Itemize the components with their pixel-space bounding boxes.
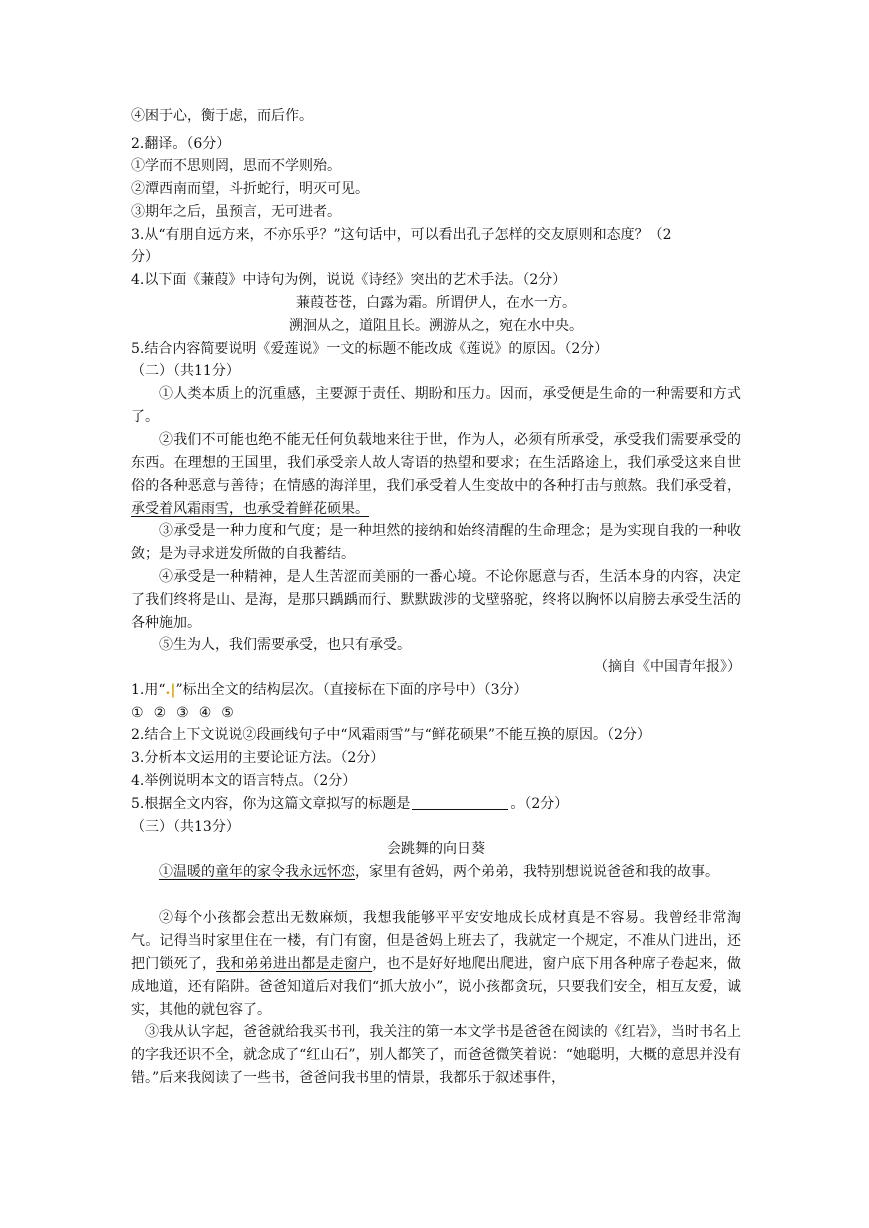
paragraph-5: ⑤生为人，我们需要承受，也只有承受。: [159, 637, 411, 653]
sec2-question-4: 4.举例说明本文的语言特点。（2分）: [131, 773, 357, 789]
number-mark: ①: [131, 705, 144, 721]
sec2-question-3: 3.分析本文运用的主要论证方法。（2分）: [131, 750, 385, 766]
question-5: 5.结合内容简要说明《爱莲说》一文的标题不能改成《莲说》的原因。（2分）: [131, 341, 609, 357]
sec2-question-5: [131, 793, 741, 815]
section-2-header: （二）（共11分）: [131, 363, 240, 379]
line-item-4: ④困于心，衡于虑，而后作。: [131, 108, 313, 124]
question-4: 4.以下面《蒹葭》中诗句为例，说说《诗经》突出的艺术手法。（2分）: [131, 272, 567, 288]
q5-prefix: 5.根据全文内容，你为这篇文章拟写的标题是: [131, 796, 411, 812]
paragraph-number-list: [131, 702, 741, 724]
question-2: 2.翻译。（6分）: [131, 136, 231, 152]
number-mark: ⑤: [221, 705, 234, 721]
story-paragraph-1: [131, 861, 741, 884]
story-title: 会跳舞的向日葵: [387, 841, 485, 857]
q1-suffix: ”标出全文的结构层次。（直接标在下面的序号中）（3分）: [175, 682, 528, 698]
underlined-phrase-1: ①温暖的童年的家令我永远怀恋: [159, 864, 355, 880]
story-paragraph-1-text: ，家里有爸妈，两个弟弟，我特别想说说爸爸和我的故事。: [355, 864, 719, 880]
q5-suffix: 。（2分）: [510, 796, 569, 812]
paragraph-2: [131, 429, 741, 521]
q1-prefix: 1.用“: [131, 682, 166, 698]
source-citation: （摘自《中国青年报》）: [594, 659, 741, 675]
story-paragraph-3: ③我从认字起，爸爸就给我买书刊，我关注的第一本文学书是爸爸在阅读的《红岩》，当时书名上的字我还识不全，就念成了“红山石”，别人都笑了，而爸爸微笑着说：“她聪明，大概的意思并没有错。”后来我阅读了一些书，爸爸问我书里的情景，我都乐于叙述事件，: [131, 1024, 741, 1086]
poem-line-2: 溯洄从之，道阻且长。溯游从之，宛在水中央。: [289, 318, 583, 334]
paragraph-2-text: ②我们不可能也绝不能无任何负载地来往于世，作为人，必须有所承受，承受我们需要承受的东西。在理想的王国里，我们承受亲人故人寄语的热望和要求；在生活路途上，我们承受这来自世俗的各种恶意与善待；在情感的海洋里，我们承受着人生变故中的各种打击与煎熬。我们承受着，: [131, 432, 741, 494]
question-3: 3.从“有朋自远方来，不亦乐乎？”这句话中，可以看出孔子怎样的交友原则和态度？（2: [131, 227, 672, 243]
number-mark: ②: [153, 705, 167, 721]
underlined-sentence: 承受着风霜雨雪，也承受着鲜花硕果。: [131, 501, 369, 517]
story-paragraph-2: [131, 907, 741, 1022]
paragraph-1: ①人类本质上的沉重感，主要源于责任、期盼和压力。因而，承受便是生命的一种需要和方式了。: [131, 386, 741, 425]
underlined-phrase-2: 我和弟弟进出都是走窗户: [216, 956, 373, 972]
paragraph-4: ④承受是一种精神，是人生苦涩而美丽的一番心境。不论你愿意与否，生活本身的内容，决定了我们终将是山、是海，是那只踽踽而行、默默跋涉的戈壁骆驼，终将以胸怀以肩膀去承受生活的各种施加。: [131, 569, 741, 631]
divider-mark: .|: [165, 682, 176, 698]
answer-blank[interactable]: [412, 795, 508, 810]
story-paragraph-2-text-b: ，也不是好好地爬出爬进，窗户底下用各种席子卷起来，做成地道，还有陷阱。爸爸知道后对我们“抓大放小”，说小孩都贪玩，只要我们安全，相互友爱，诚实，其他的就包容了。: [131, 956, 742, 1018]
section-3-header: （三）（共13分）: [131, 819, 240, 835]
paragraph-3: ③承受是一种力度和气度；是一种坦然的接纳和始终清醒的生命理念；是为实现自我的一种收敛；是为寻求迸发所做的自我蓄结。: [131, 523, 741, 562]
question-3-cont: 分）: [131, 249, 159, 265]
translate-item-2: ②潭西南而望，斗折蛇行，明灭可见。: [131, 181, 369, 197]
number-mark: ④: [198, 705, 212, 721]
number-mark: ③: [176, 705, 189, 721]
story-paragraph-2-text-a: ②每个小孩都会惹出无数麻烦，我想我能够平平安安地成长成材真是不容易。我曾经非常淘气。记得当时家里住在一楼，有门有窗，但是爸妈上班去了，我就定一个规定，不准从门进出，还把门锁死了，: [131, 910, 741, 972]
sec2-question-1: [131, 679, 741, 701]
translate-item-1: ①学而不思则罔，思而不学则殆。: [131, 158, 341, 174]
poem-line-1: 蒹葭苍苍，白露为霜。所谓伊人，在水一方。: [296, 295, 576, 311]
translate-item-3: ③期年之后，虽预言，无可进者。: [131, 204, 341, 220]
sec2-question-2: 2.结合上下文说说②段画线句子中“风霜雨雪”与“鲜花硕果”不能互换的原因。（2分）: [131, 727, 651, 743]
